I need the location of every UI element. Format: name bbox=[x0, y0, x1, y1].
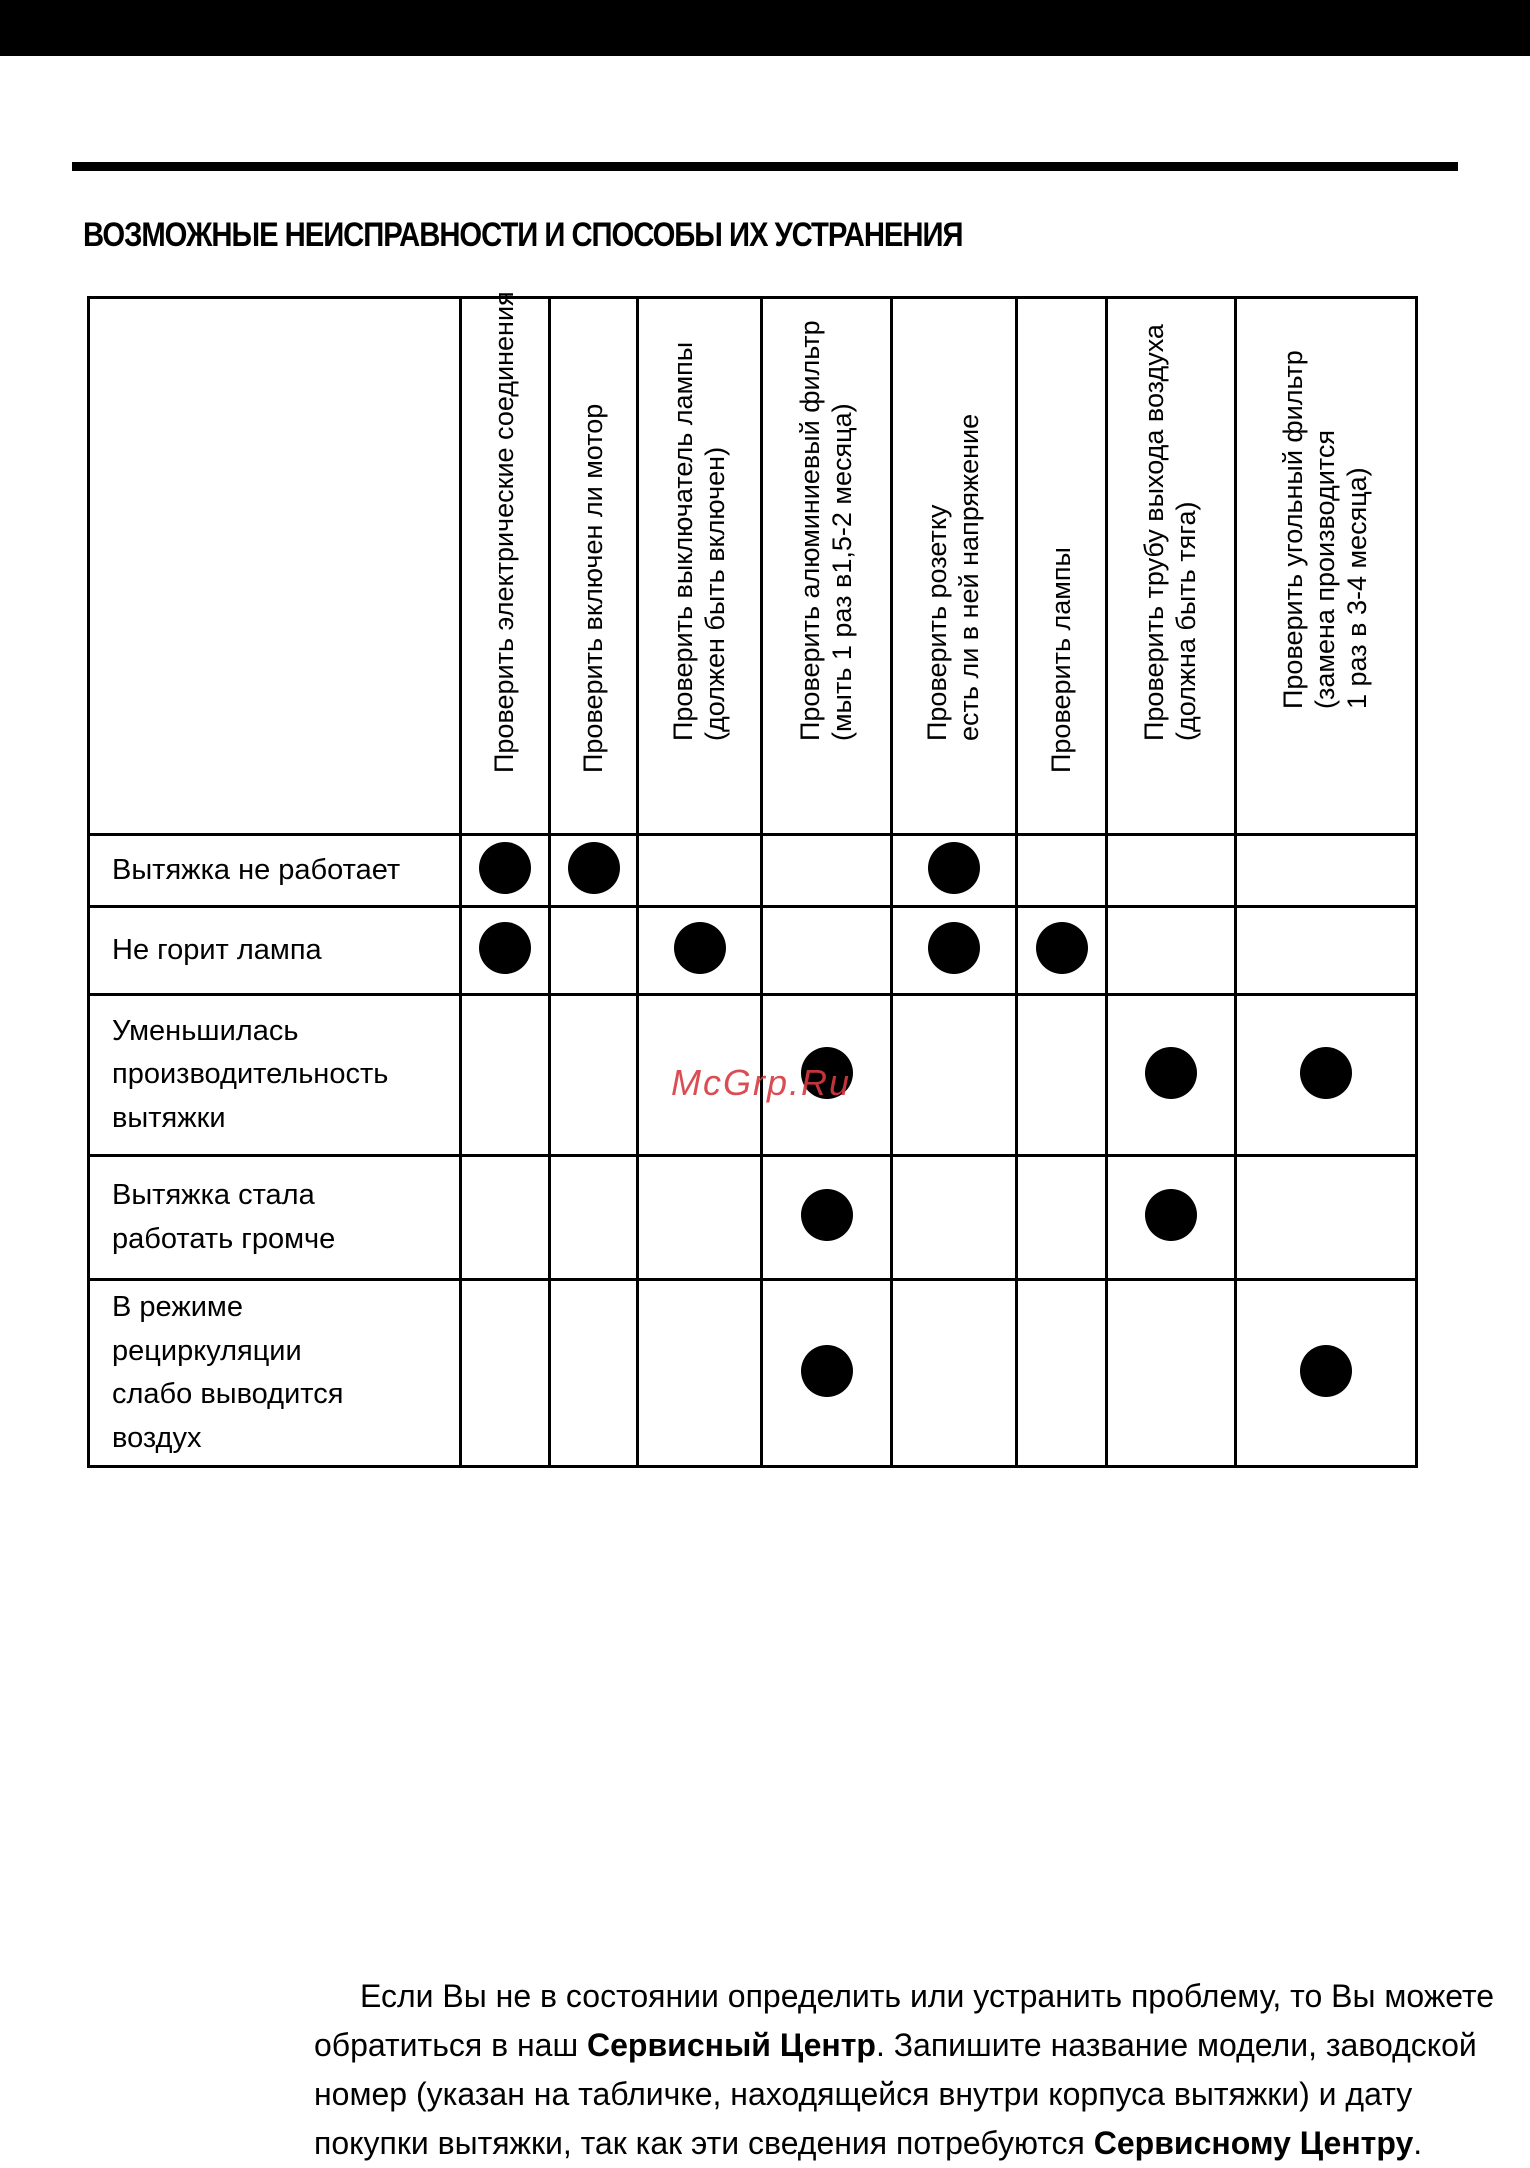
column-header-label bbox=[1278, 351, 1374, 710]
footer-text-segment: . Запишите название модели, заводской bbox=[875, 2026, 1477, 2063]
footer-text bbox=[314, 1972, 1495, 2168]
problem-label-line: Уменьшилась bbox=[112, 1014, 299, 1047]
check-dot-icon bbox=[568, 842, 620, 894]
check-dot-icon bbox=[1145, 1189, 1197, 1241]
mark-cell bbox=[892, 995, 1017, 1156]
page-title: ВОЗМОЖНЫЕ НЕИСПРАВНОСТИ И СПОСОБЫ ИХ УСТРАНЕНИЯ bbox=[83, 216, 963, 254]
mark-cell bbox=[550, 835, 638, 907]
top-black-bar bbox=[0, 0, 1530, 56]
mark-cell bbox=[461, 907, 550, 995]
footer-text-segment: Если Вы не в состоянии определить или устранить проблему, то Вы можете bbox=[360, 1978, 1495, 2014]
check-dot-icon bbox=[1300, 1047, 1352, 1099]
problem-label bbox=[89, 1156, 461, 1280]
mark-cell bbox=[1236, 907, 1417, 995]
footer-text-segment: . bbox=[1413, 2124, 1423, 2161]
mark-cell bbox=[892, 1280, 1017, 1467]
column-header-label bbox=[1046, 547, 1078, 773]
column-header bbox=[762, 298, 892, 835]
problem-label-line: работать громче bbox=[112, 1222, 336, 1255]
column-header-line: Проверить лампы bbox=[1045, 547, 1076, 774]
problem-label-line: вытяжки bbox=[112, 1101, 226, 1134]
column-header-line: Проверить угольный фильтр bbox=[1278, 350, 1309, 710]
column-header-line: (мыть 1 раз в1,5-2 месяца) bbox=[826, 403, 857, 742]
mark-cell bbox=[461, 835, 550, 907]
problem-label bbox=[89, 1280, 461, 1467]
mark-cell bbox=[1017, 1156, 1107, 1280]
table-header-row bbox=[89, 298, 1417, 835]
footer-line bbox=[314, 2070, 1434, 2119]
column-header-line: Проверить алюминиевый фильтр bbox=[794, 320, 825, 742]
column-header-line: (должна быть тяга) bbox=[1171, 501, 1201, 742]
column-header-line: 1 раз в 3-4 месяца) bbox=[1341, 467, 1372, 710]
column-header bbox=[1017, 298, 1107, 835]
check-dot-icon bbox=[801, 1189, 853, 1241]
mark-cell bbox=[1236, 995, 1417, 1156]
problem-label-line: воздух bbox=[112, 1421, 202, 1454]
mark-cell bbox=[1236, 1156, 1417, 1280]
check-dot-icon bbox=[479, 842, 531, 894]
mark-cell bbox=[1236, 835, 1417, 907]
check-dot-icon bbox=[479, 922, 531, 974]
check-dot-icon bbox=[928, 922, 980, 974]
column-header-line: Проверить выключатель лампы bbox=[667, 342, 698, 742]
mark-cell bbox=[1017, 907, 1107, 995]
watermark: McGrp.Ru bbox=[671, 1062, 852, 1103]
header-rule bbox=[72, 162, 1458, 171]
column-header-line: Проверить трубу выхода воздуха bbox=[1139, 324, 1170, 742]
mark-cell bbox=[1017, 1280, 1107, 1467]
table-row bbox=[89, 1280, 1417, 1467]
column-header bbox=[550, 298, 638, 835]
footer-emphasis: Сервисный Центр bbox=[587, 2026, 876, 2063]
mark-cell bbox=[550, 907, 638, 995]
check-dot-icon bbox=[1300, 1345, 1352, 1397]
mark-cell bbox=[1107, 835, 1236, 907]
footer-line bbox=[314, 1972, 1495, 2021]
mark-cell bbox=[892, 1156, 1017, 1280]
column-header-line: Проверить розетку bbox=[922, 504, 953, 742]
table-body bbox=[89, 291, 1417, 1467]
mark-cell bbox=[892, 907, 1017, 995]
problem-label-line: Вытяжка не работает bbox=[112, 853, 401, 886]
problem-label bbox=[89, 835, 461, 907]
mark-cell bbox=[1107, 907, 1236, 995]
problem-label-line: В режиме bbox=[112, 1291, 243, 1323]
mark-cell bbox=[638, 835, 762, 907]
check-dot-icon bbox=[928, 842, 980, 894]
mark-cell bbox=[762, 1156, 892, 1280]
mark-cell bbox=[550, 995, 638, 1156]
problem-label-line: слабо выводится bbox=[112, 1378, 344, 1410]
mark-cell bbox=[762, 1280, 892, 1467]
mark-cell bbox=[1107, 1156, 1236, 1280]
mark-cell bbox=[638, 1280, 762, 1467]
mark-cell bbox=[1107, 995, 1236, 1156]
column-header-line: есть ли в ней напряжение bbox=[954, 414, 984, 742]
footer-text-segment: обратиться в наш bbox=[314, 2026, 588, 2063]
table-row bbox=[89, 835, 1417, 907]
problem-label-line: производительность bbox=[112, 1058, 389, 1091]
mark-cell bbox=[1107, 1280, 1236, 1467]
column-header-label bbox=[795, 321, 859, 742]
check-dot-icon bbox=[1036, 922, 1088, 974]
mark-cell bbox=[461, 995, 550, 1156]
footer-line bbox=[314, 2119, 1434, 2168]
problem-label bbox=[89, 907, 461, 995]
column-header-label bbox=[489, 291, 521, 773]
check-dot-icon bbox=[801, 1345, 853, 1397]
check-dot-icon bbox=[1145, 1047, 1197, 1099]
mark-cell bbox=[461, 1156, 550, 1280]
column-header bbox=[892, 298, 1017, 835]
footer-text-segment: покупки вытяжки, так как эти сведения потребуются bbox=[314, 2124, 1094, 2161]
column-header bbox=[461, 291, 550, 835]
problem-label-line: Вытяжка стала bbox=[112, 1179, 315, 1211]
mark-cell bbox=[892, 835, 1017, 907]
troubleshooting-table bbox=[87, 291, 1418, 1468]
mark-cell bbox=[638, 1156, 762, 1280]
column-header bbox=[638, 298, 762, 835]
mark-cell bbox=[461, 1280, 550, 1467]
column-header-line: Проверить электрические соединения bbox=[489, 291, 520, 774]
column-header-label bbox=[1139, 324, 1203, 741]
problem-label-line: рециркуляции bbox=[112, 1334, 302, 1367]
mark-cell bbox=[1017, 835, 1107, 907]
mark-cell bbox=[762, 835, 892, 907]
mark-cell bbox=[550, 1156, 638, 1280]
column-header-line: Проверить включен ли мотор bbox=[577, 403, 608, 774]
table-row bbox=[89, 907, 1417, 995]
footer-line bbox=[314, 2021, 1477, 2070]
footer-text-segment: номер (указан на табличке, находящейся внутри корпуса вытяжки) и дату bbox=[314, 2075, 1413, 2112]
column-header bbox=[1236, 298, 1417, 835]
check-dot-icon bbox=[674, 922, 726, 974]
footer-emphasis: Сервисному Центру bbox=[1093, 2124, 1414, 2161]
column-header-label bbox=[578, 404, 610, 773]
mark-cell bbox=[1236, 1280, 1417, 1467]
column-header bbox=[1107, 298, 1236, 835]
mark-cell bbox=[550, 1280, 638, 1467]
corner-cell bbox=[89, 298, 461, 835]
mark-cell bbox=[762, 907, 892, 995]
column-header-line: (замена производится bbox=[1310, 430, 1341, 710]
mark-cell bbox=[638, 907, 762, 995]
table-row bbox=[89, 1156, 1417, 1280]
problem-label bbox=[89, 995, 461, 1156]
column-header-line: (должен быть включен) bbox=[699, 447, 730, 742]
column-header-label bbox=[668, 342, 732, 741]
mark-cell bbox=[1017, 995, 1107, 1156]
problem-label-line: Не горит лампа bbox=[112, 933, 322, 966]
column-header-label bbox=[922, 414, 986, 741]
